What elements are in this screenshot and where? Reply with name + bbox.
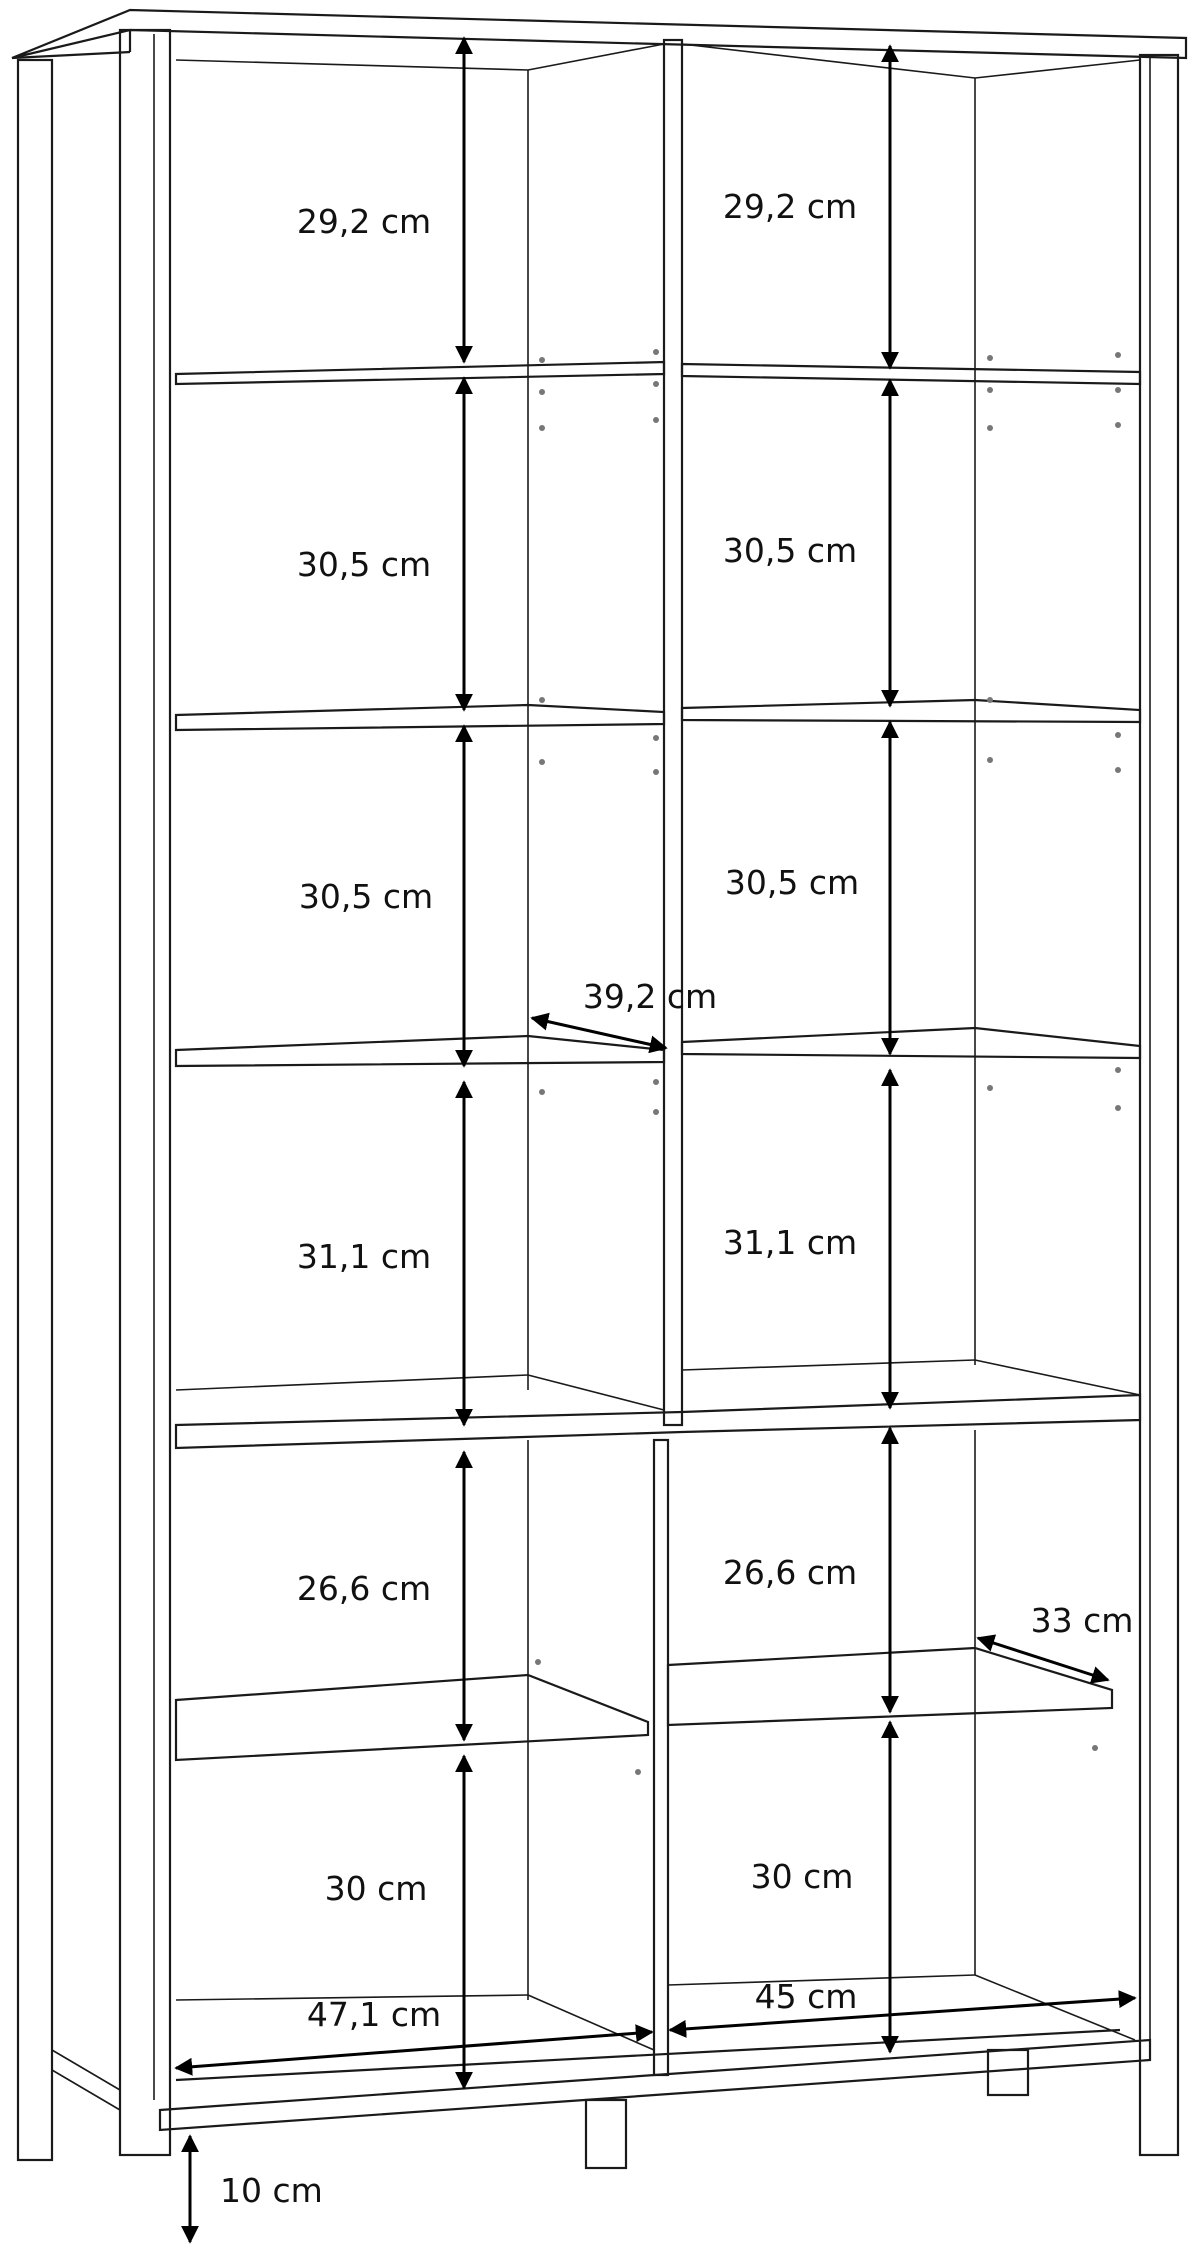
dimension-labels (220, 187, 1133, 2210)
left-dim-6-label: 30 cm (324, 1869, 428, 1908)
left-dim-3-label: 30,5 cm (298, 877, 434, 916)
lower-shelves (176, 1648, 1112, 1760)
leg-height-label: 10 cm (220, 2171, 323, 2210)
left-dim-4-label: 31,1 cm (296, 1237, 432, 1276)
right-dim-5-label: 26,6 cm (722, 1553, 858, 1592)
right-bottom-width-label: 45 cm (754, 1977, 858, 2016)
right-dim-1-label: 29,2 cm (722, 187, 858, 226)
upper-shelves (176, 362, 1140, 1066)
left-dim-2-label: 30,5 cm (296, 545, 432, 584)
horizontal-dimension-arrows (176, 1018, 1135, 2068)
right-dim-2-label: 30,5 cm (722, 531, 858, 570)
left-dim-1-label: 29,2 cm (296, 202, 432, 241)
vertical-dimension-arrows (190, 38, 890, 2242)
lower-shelf-depth-label: 33 cm (1030, 1601, 1134, 1640)
right-dim-3-label: 30,5 cm (724, 863, 860, 902)
left-dim-5-label: 26,6 cm (296, 1569, 432, 1608)
cabinet-outline (12, 10, 1186, 2168)
left-bottom-width-label: 47,1 cm (306, 1995, 442, 2034)
right-dim-4-label: 31,1 cm (722, 1223, 858, 1262)
upper-shelf-depth-label: 39,2 cm (582, 977, 718, 1016)
right-dim-6-label: 30 cm (750, 1857, 854, 1896)
